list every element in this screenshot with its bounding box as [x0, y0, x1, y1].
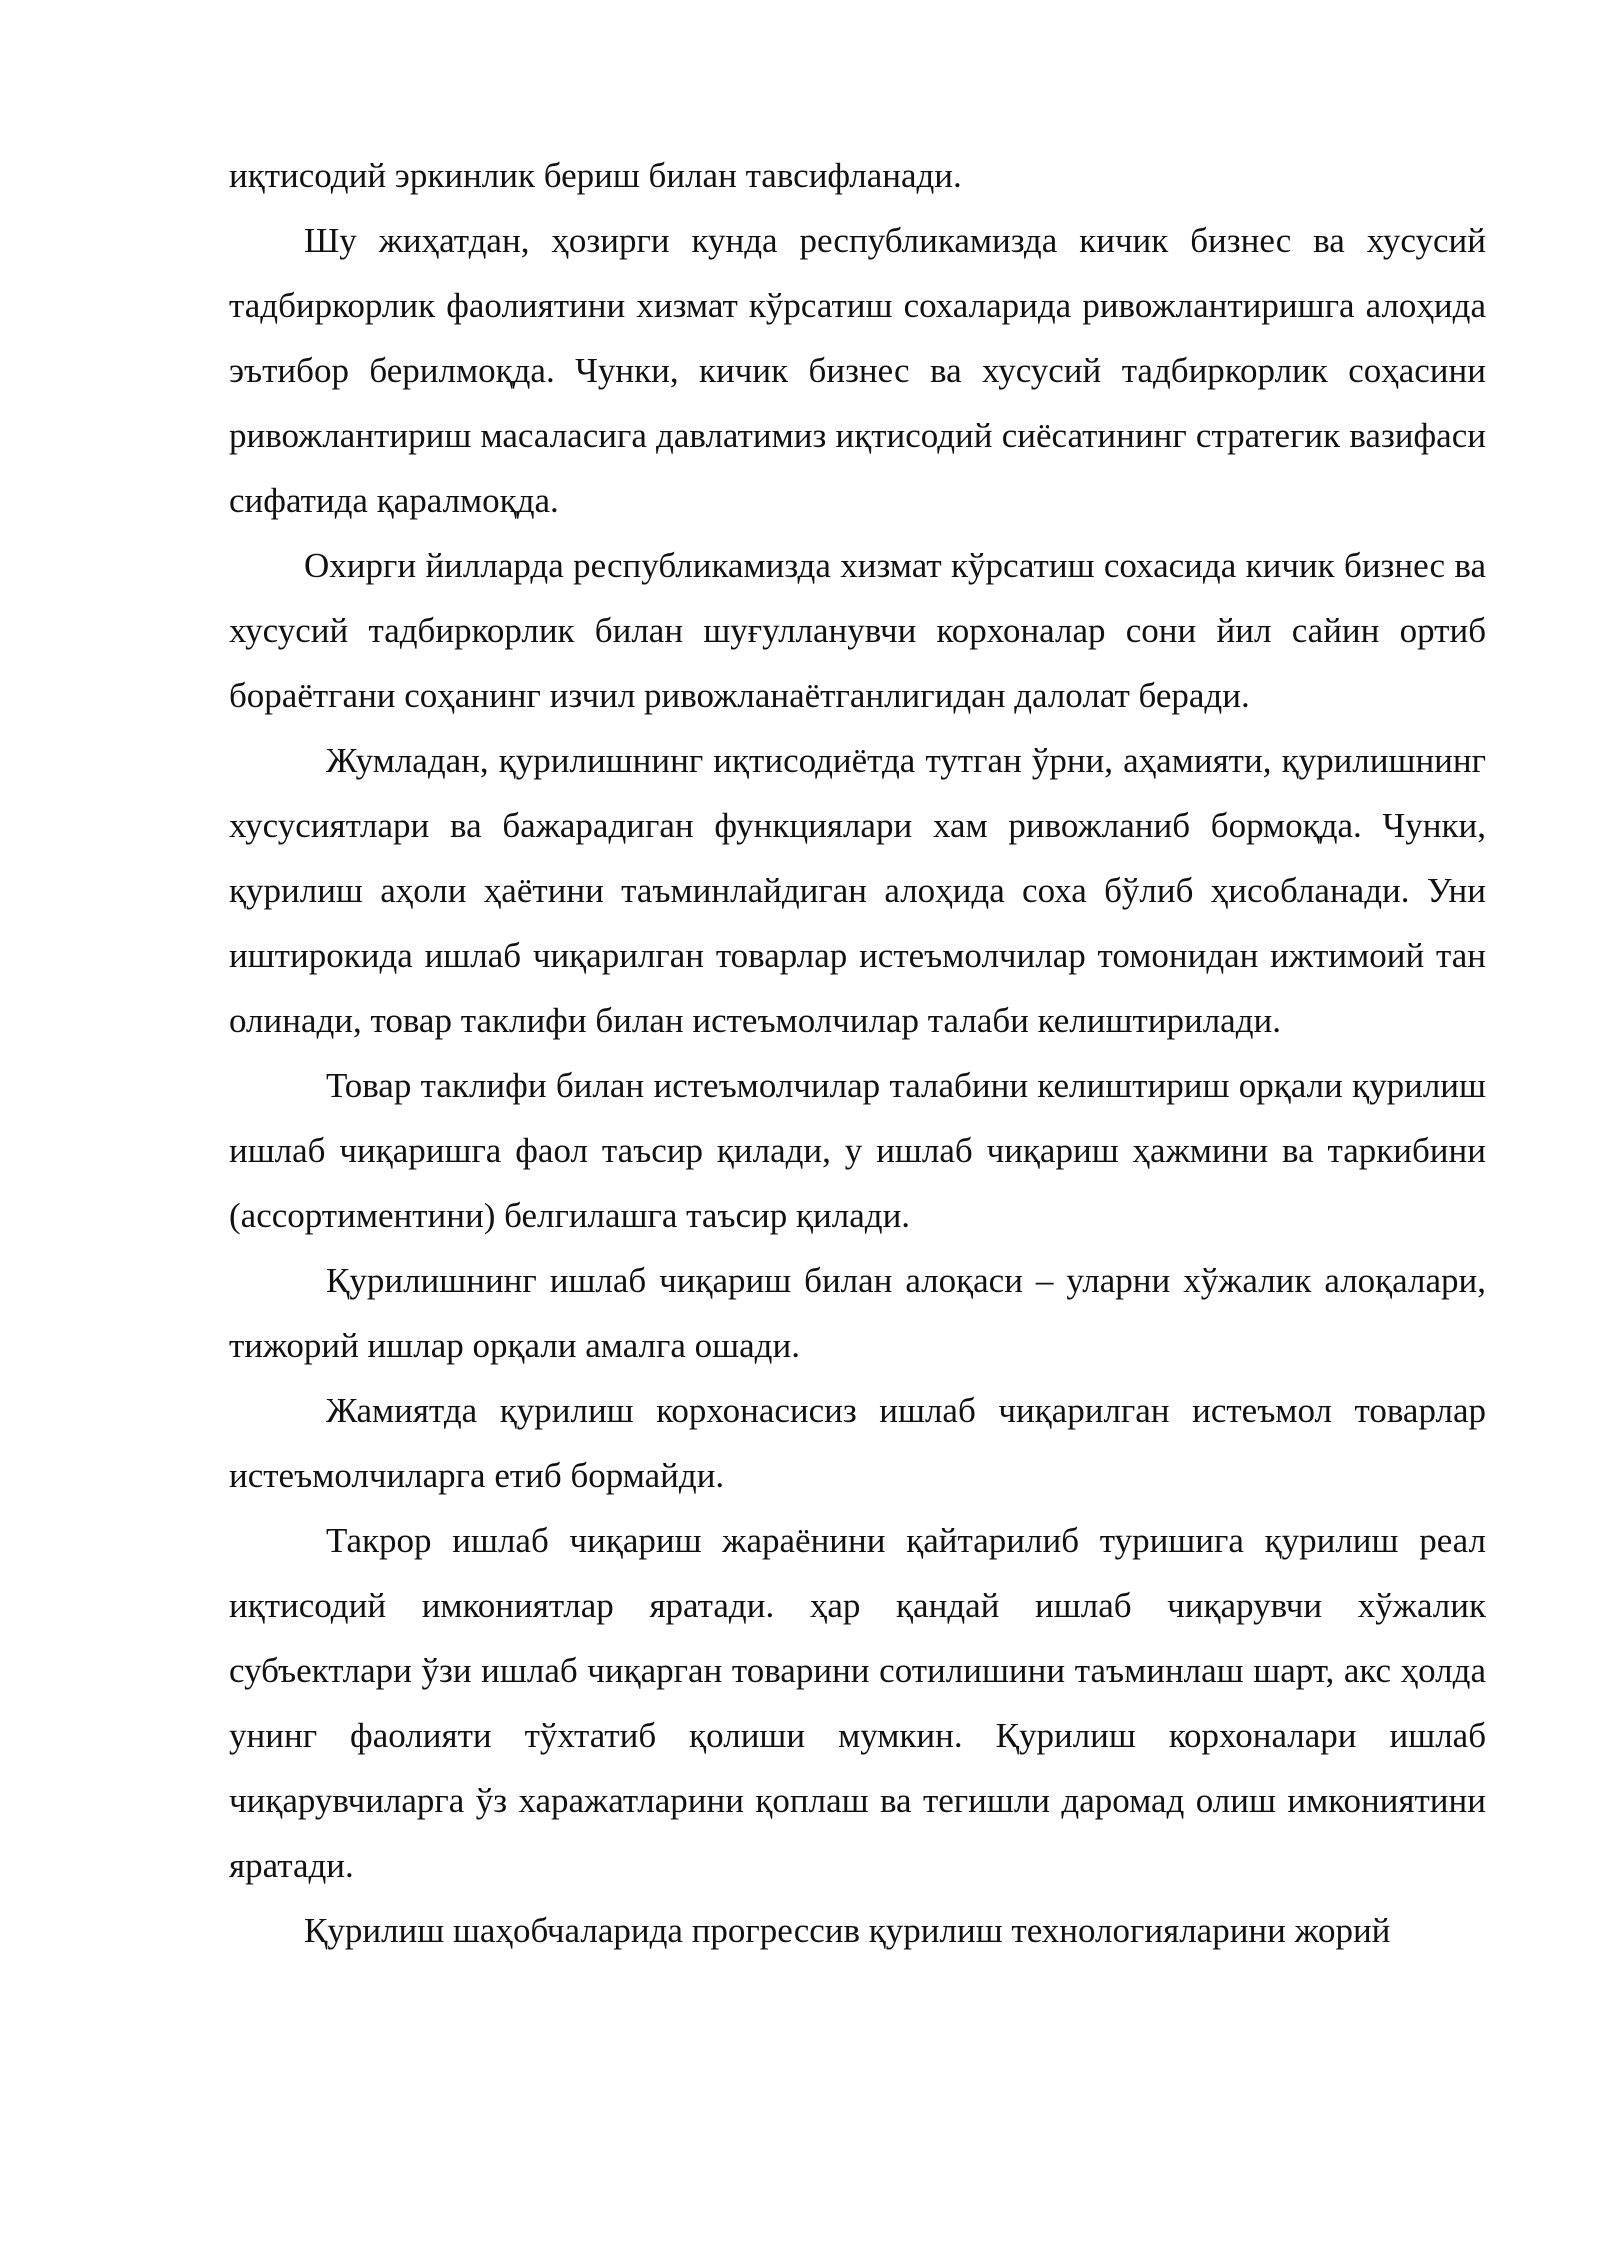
paragraph-reproduction: Такрор ишлаб чиқариш жараёнини қайтарилиб туришига қурилиш реал иқтисодий имкониятлар яратади. ҳар қандай ишлаб чиқарувчи хўжалик субъектлари ўзи ишлаб чиқарган товарини сотилишини таъминлаш шарт, акс ҳолда унинг фаолияти тўхтатиб қолиши мумкин. Қурилиш корхоналари ишлаб чиқарувчиларга ўз харажатларини қоплаш ва тегишли даромад олиш имкониятини яратади. — [229, 1521, 1486, 1885]
paragraph-technologies: Қурилиш шаҳобчаларида прогрессив қурилиш технологияларини жорий — [304, 1911, 1391, 1950]
paragraph-small-business-attention: Шу жиҳатдан, ҳозирги кунда республикамизда кичик бизнес ва хусусий тадбиркорлик фаолиятини хизмат кўрсатиш сохаларида ривожлантиришга алоҳида эътибор берилмоқда. Чунки, кичик бизнес ва хусусий тадбиркорлик соҳасини ривожлантириш масаласига давлатимиз иқтисодий сиёсатининг стратегик вазифаси сифатида қаралмоқда. — [229, 221, 1486, 520]
document-body — [229, 143, 1486, 1963]
paragraph-construction-role: Жумладан, қурилишнинг иқтисодиётда тутган ўрни, аҳамияти, қурилишнинг хусусиятлари ва бажарадиган функциялари хам ривожланиб бормоқда. Чунки, қурилиш аҳоли ҳаётини таъминлайдиган алоҳида соха бўлиб ҳисобланади. Уни иштирокида ишлаб чиқарилган товарлар истеъмолчилар томонидан ижтимоий тан олинади, товар таклифи билан истеъмолчилар талаби келиштирилади. — [229, 741, 1486, 1040]
paragraph-continuation: иқтисодий эркинлик бериш билан тавсифланади. — [229, 156, 962, 195]
paragraph-production-links: Қурилишнинг ишлаб чиқариш билан алоқаси – уларни хўжалик алоқалари, тижорий ишлар орқали амалга ошади. — [229, 1261, 1486, 1365]
paragraph-society-goods: Жамиятда қурилиш корхонасисиз ишлаб чиқарилган истеъмол товарлар истеъмолчиларга етиб бормайди. — [229, 1391, 1486, 1495]
paragraph-supply-demand: Товар таклифи билан истеъмолчилар талабини келиштириш орқали қурилиш ишлаб чиқаришга фаол таъсир қилади, у ишлаб чиқариш ҳажмини ва таркибини (ассортиментини) белгилашга таъсир қилади. — [229, 1066, 1486, 1235]
paragraph-recent-years: Охирги йилларда республикамизда хизмат кўрсатиш сохасида кичик бизнес ва хусусий тадбиркорлик билан шуғулланувчи корхоналар сони йил сайин ортиб бораётгани соҳанинг изчил ривожланаётганлигидан далолат беради. — [229, 546, 1486, 715]
